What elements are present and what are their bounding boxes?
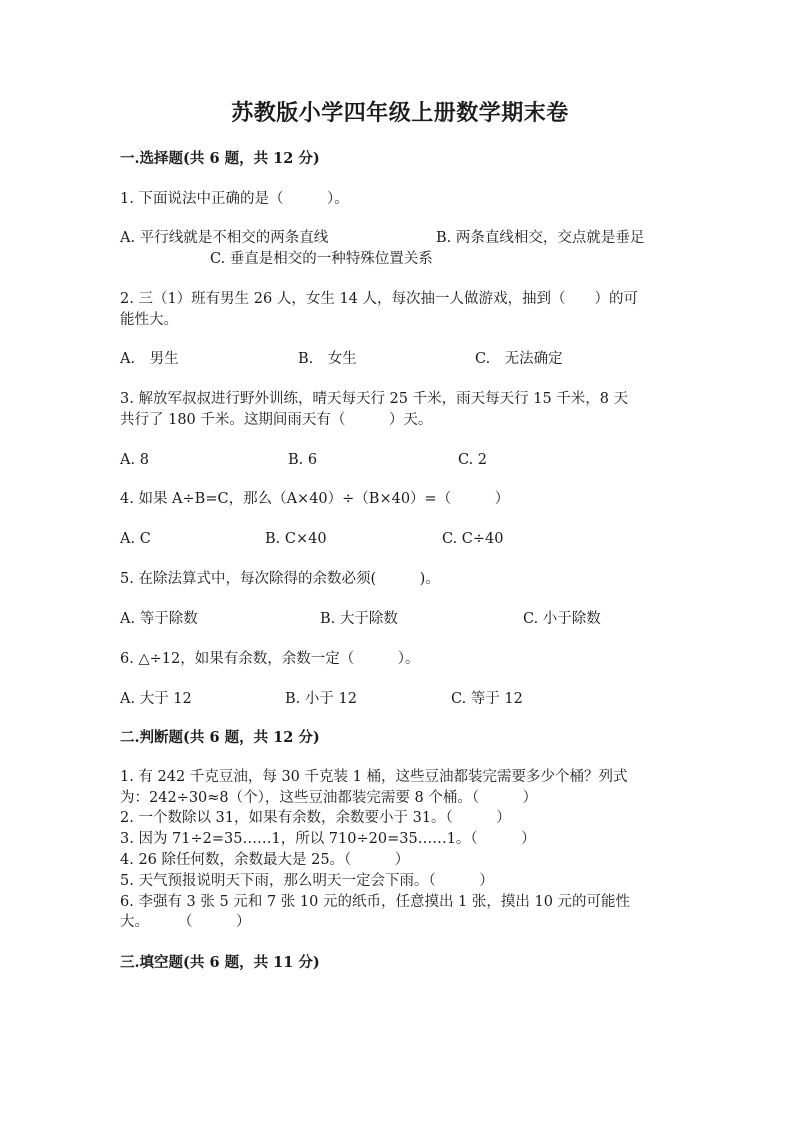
judgment-line: 为：242÷30≈8（个），这些豆油都装完需要 8 个桶。（ ） <box>120 790 538 806</box>
section-heading-judgment: 二.判断题(共 6 题，共 12 分) <box>120 729 320 746</box>
question-4-stem: 4. 如果 A÷B=C，那么（A×40）÷（B×40）=（ ） <box>120 491 510 507</box>
question-6-stem: 6. △÷12，如果有余数，余数一定（ ）。 <box>120 651 420 667</box>
judgment-line: 大。 （ ） <box>120 914 251 930</box>
page-title: 苏教版小学四年级上册数学期末卷 <box>231 100 569 126</box>
question-2-option-c: C. 无法确定 <box>475 351 563 367</box>
section-heading-choice: 一.选择题(共 6 题，共 12 分) <box>120 150 320 167</box>
question-3-option-a: A. 8 <box>120 452 149 468</box>
question-2-stem-line1: 2. 三（1）班有男生 26 人，女生 14 人，每次抽一人做游戏，抽到（ ）的可 <box>120 291 639 307</box>
question-5-option-c: C. 小于除数 <box>523 611 601 627</box>
question-4-option-c: C. C÷40 <box>442 531 504 547</box>
judgment-line: 6. 李强有 3 张 5 元和 7 张 10 元的纸币，任意摸出 1 张，摸出 10 元的可能性 <box>120 894 631 910</box>
question-1-option-c: C. 垂直是相交的一种特殊位置关系 <box>210 251 433 267</box>
question-5-stem: 5. 在除法算式中，每次除得的余数必须( )。 <box>120 571 440 587</box>
question-5-option-a: A. 等于除数 <box>120 611 198 627</box>
question-1-stem: 1. 下面说法中正确的是（ ）。 <box>120 191 349 207</box>
question-4-option-b: B. C×40 <box>265 531 327 547</box>
judgment-line: 1. 有 242 千克豆油，每 30 千克装 1 桶，这些豆油都装完需要多少个桶？列式 <box>120 769 628 785</box>
question-2-stem-line2: 能性大。 <box>120 312 178 328</box>
section-heading-fill-blank: 三.填空题(共 6 题，共 11 分) <box>120 954 320 971</box>
judgment-line: 4. 26 除任何数，余数最大是 25。（ ） <box>120 852 410 868</box>
question-3-option-c: C. 2 <box>458 452 488 468</box>
judgment-line: 3. 因为 71÷2=35……1，所以 710÷20=35……1。（ ） <box>120 831 536 847</box>
question-2-option-b: B. 女生 <box>298 351 357 367</box>
question-2-option-a: A. 男生 <box>120 351 179 367</box>
question-6-option-c: C. 等于 12 <box>451 691 523 707</box>
question-3-option-b: B. 6 <box>288 452 318 468</box>
judgment-line: 2. 一个数除以 31，如果有余数，余数要小于 31。（ ） <box>120 810 511 826</box>
question-1-option-a: A. 平行线就是不相交的两条直线 <box>120 230 329 246</box>
question-1-option-b: B. 两条直线相交，交点就是垂足 <box>436 230 645 246</box>
question-3-stem-line1: 3. 解放军叔叔进行野外训练，晴天每天行 25 千米，雨天每天行 15 千米，8 天 <box>120 391 629 407</box>
question-6-option-a: A. 大于 12 <box>120 691 192 707</box>
judgment-line: 5. 天气预报说明天下雨，那么明天一定会下雨。（ ） <box>120 873 494 889</box>
question-5-option-b: B. 大于除数 <box>320 611 398 627</box>
question-3-stem-line2: 共行了 180 千米。这期间雨天有（ ）天。 <box>120 412 433 428</box>
question-4-option-a: A. C <box>120 531 151 547</box>
question-6-option-b: B. 小于 12 <box>285 691 357 707</box>
